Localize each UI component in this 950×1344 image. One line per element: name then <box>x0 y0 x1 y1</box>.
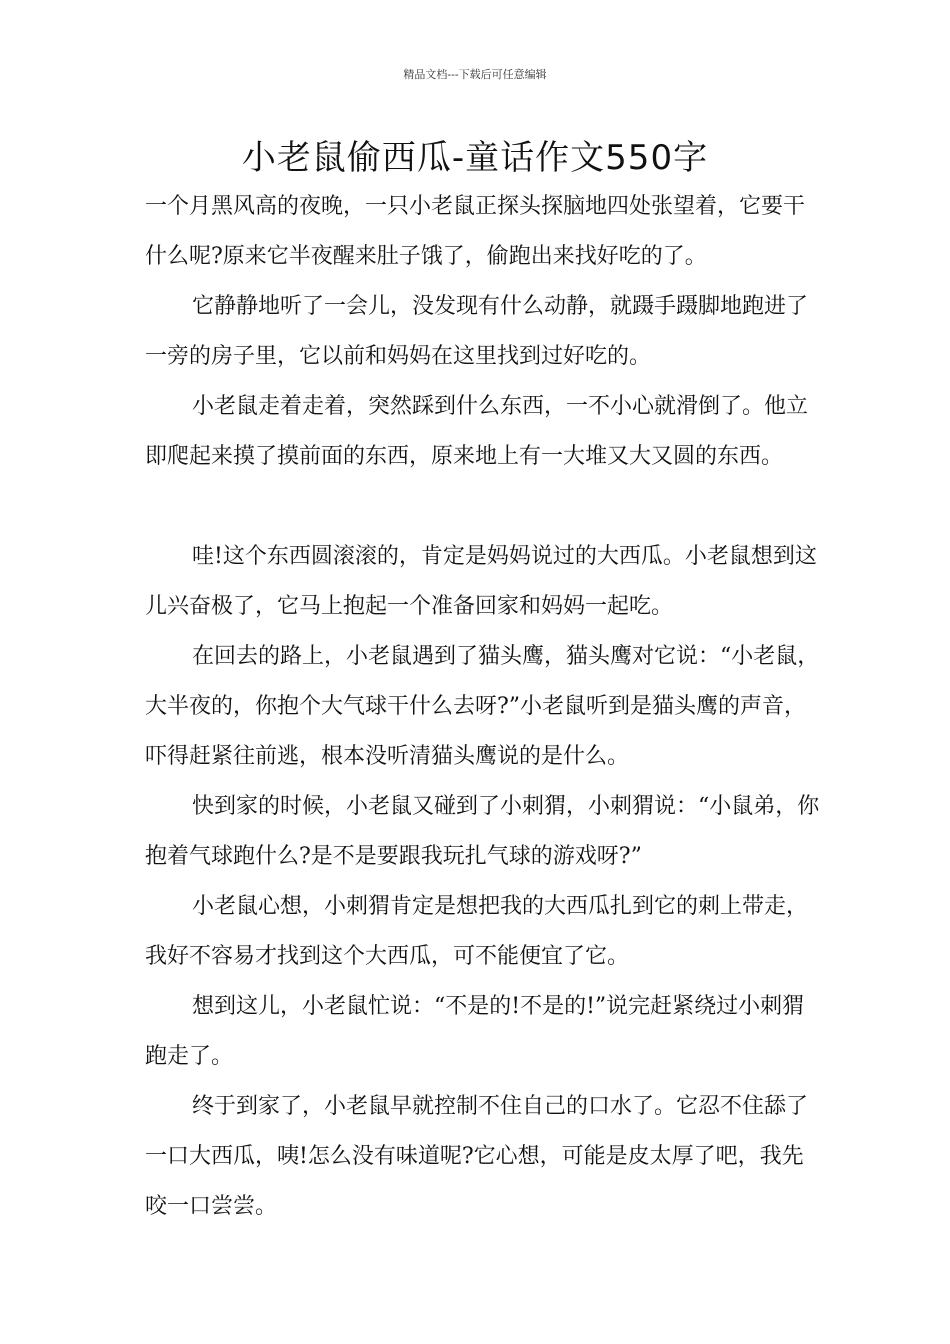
paragraph: 一个月黑风高的夜晚，一只小老鼠正探头探脑地四处张望着，它要干什么呢?原来它半夜醒来肚子饿了，偷跑出来找好吃的了。 <box>145 194 806 269</box>
paragraph: 它静静地听了一会儿，没发现有什么动静，就蹑手蹑脚地跑进了一旁的房子里，它以前和妈妈在这里找到过好吃的。 <box>145 294 809 369</box>
paragraph: 想到这儿，小老鼠忙说：“不是的!不是的!”说完赶紧绕过小刺猬跑走了。 <box>145 994 805 1069</box>
paragraph: 在回去的路上，小老鼠遇到了猫头鹰，猫头鹰对它说：“小老鼠，大半夜的，你抱个大气球干什么去呀?”小老鼠听到是猫头鹰的声音，吓得赶紧往前逃，根本没听清猫头鹰说的是什么。 <box>145 644 820 769</box>
document-title: 小老鼠偷西瓜-童话作文550字 <box>241 138 709 178</box>
header-note: 精品文档---下载后可任意编辑 <box>403 68 547 81</box>
paragraph: 哇!这个东西圆滚滚的，肯定是妈妈说过的大西瓜。小老鼠想到这儿兴奋极了，它马上抱起一个准备回家和妈妈一起吃。 <box>145 544 817 619</box>
paragraph: 小老鼠走着走着，突然踩到什么东西，一不小心就滑倒了。他立即爬起来摸了摸前面的东西，原来地上有一大堆又大又圆的东西。 <box>145 394 809 469</box>
paragraph: 快到家的时候，小老鼠又碰到了小刺猬，小刺猬说：“小鼠弟，你抱着气球跑什么?是不是要跟我玩扎气球的游戏呀?” <box>145 794 820 869</box>
document-body <box>145 182 823 1232</box>
paragraph: 终于到家了，小老鼠早就控制不住自己的口水了。它忍不住舔了一口大西瓜，咦!怎么没有味道呢?它心想，可能是皮太厚了吧，我先咬一口尝尝。 <box>145 1094 809 1219</box>
paragraph-gap <box>145 482 823 532</box>
paragraph: 小老鼠心想，小刺猬肯定是想把我的大西瓜扎到它的刺上带走，我好不容易才找到这个大西瓜，可不能便宜了它。 <box>145 894 809 969</box>
